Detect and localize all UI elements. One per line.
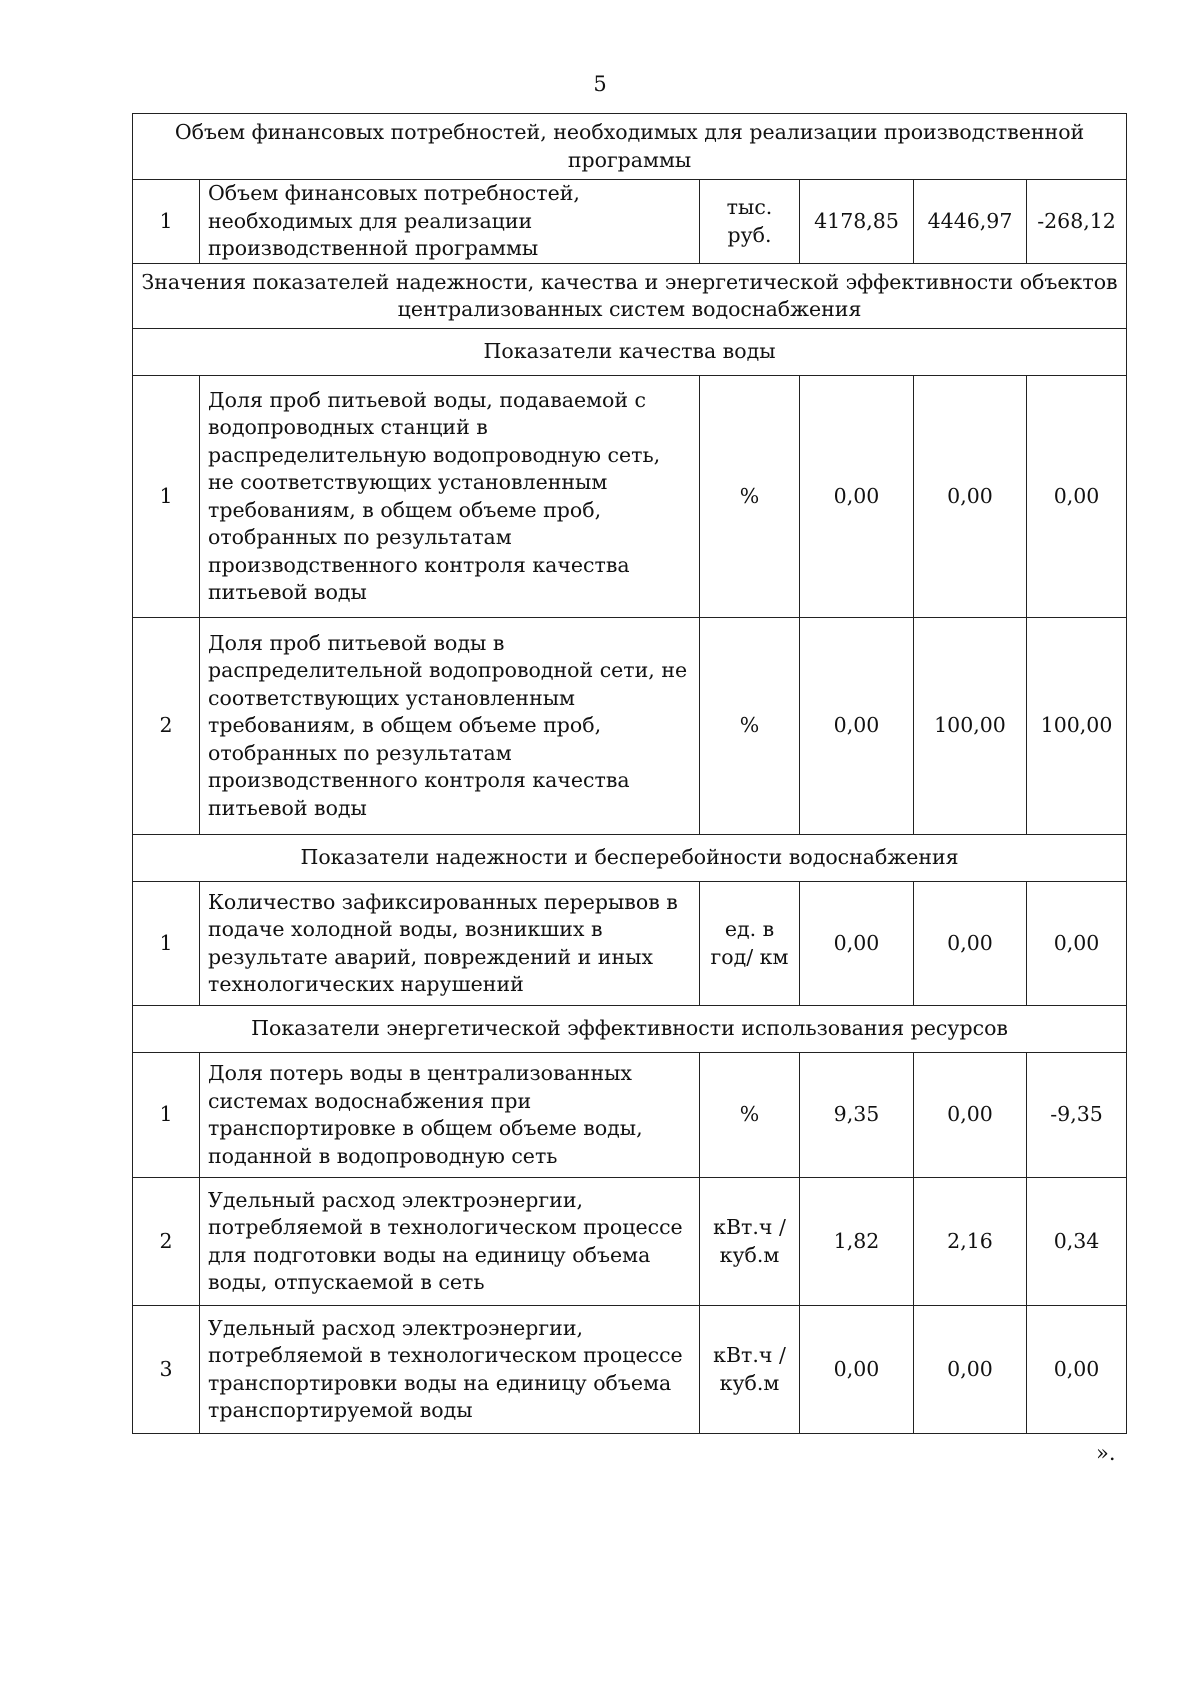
section-header-row: [133, 264, 1127, 329]
value-cell-3: 0,34: [1027, 1178, 1127, 1306]
table-row: [133, 1178, 1127, 1306]
row-number: 1: [133, 376, 200, 618]
value-cell-2: 4446,97: [914, 180, 1027, 264]
indicator-description: Доля проб питьевой воды в распределительной водопроводной сети, не соответствующих установленным требованиям, в общем объеме проб, отобранных по результатам производственного контроля качества питьевой воды: [200, 618, 700, 835]
section-title-indicators: Значения показателей надежности, качества и энергетической эффективности объектов централизованных систем водоснабжения: [133, 264, 1127, 329]
row-number: 3: [133, 1306, 200, 1434]
indicator-description: Количество зафиксированных перерывов в подаче холодной воды, возникших в результате аварий, повреждений и иных технологических нарушений: [200, 882, 700, 1006]
value-cell-2: 0,00: [914, 882, 1027, 1006]
value-cell-3: 0,00: [1027, 882, 1127, 1006]
value-cell-1: 0,00: [800, 376, 914, 618]
indicator-description: Доля проб питьевой воды, подаваемой с водопроводных станций в распределительную водопроводную сеть, не соответствующих установленным требованиям, в общем объеме проб, отобранных по результатам производственного контроля качества питьевой воды: [200, 376, 700, 618]
indicator-description: Объем финансовых потребностей, необходимых для реализации производственной программы: [200, 180, 700, 264]
unit-cell: %: [700, 376, 800, 618]
row-number: 1: [133, 1053, 200, 1178]
value-cell-2: 0,00: [914, 376, 1027, 618]
unit-cell: кВт.ч / куб.м: [700, 1178, 800, 1306]
row-number: 2: [133, 1178, 200, 1306]
section-title-water-quality: Показатели качества воды: [133, 329, 1127, 376]
value-cell-3: 0,00: [1027, 1306, 1127, 1434]
value-cell-1: 9,35: [800, 1053, 914, 1178]
table-row: [133, 180, 1127, 264]
unit-cell: тыс. руб.: [700, 180, 800, 264]
indicator-description: Удельный расход электроэнергии, потребляемой в технологическом процессе транспортировки воды на единицу объема транспортируемой воды: [200, 1306, 700, 1434]
table-row: [133, 376, 1127, 618]
unit-cell: %: [700, 618, 800, 835]
row-number: 2: [133, 618, 200, 835]
value-cell-1: 0,00: [800, 618, 914, 835]
value-cell-2: 0,00: [914, 1053, 1027, 1178]
value-cell-3: 100,00: [1027, 618, 1127, 835]
indicator-description: Удельный расход электроэнергии, потребляемой в технологическом процессе для подготовки воды на единицу объема воды, отпускаемой в сеть: [200, 1178, 700, 1306]
row-number: 1: [133, 882, 200, 1006]
closing-quote-mark: ».: [1096, 1441, 1116, 1465]
section-header-row: [133, 1006, 1127, 1053]
indicators-table: [132, 113, 1127, 1434]
section-title-energy-efficiency: Показатели энергетической эффективности использования ресурсов: [133, 1006, 1127, 1053]
indicator-description: Доля потерь воды в централизованных системах водоснабжения при транспортировке в общем объеме воды, поданной в водопроводную сеть: [200, 1053, 700, 1178]
value-cell-3: -268,12: [1027, 180, 1127, 264]
unit-cell: %: [700, 1053, 800, 1178]
value-cell-2: 100,00: [914, 618, 1027, 835]
table-row: [133, 1306, 1127, 1434]
section-header-row: [133, 835, 1127, 882]
value-cell-3: 0,00: [1027, 376, 1127, 618]
section-header-row: [133, 329, 1127, 376]
value-cell-1: 0,00: [800, 1306, 914, 1434]
section-title-reliability: Показатели надежности и бесперебойности водоснабжения: [133, 835, 1127, 882]
unit-cell: кВт.ч / куб.м: [700, 1306, 800, 1434]
value-cell-2: 2,16: [914, 1178, 1027, 1306]
table-row: [133, 618, 1127, 835]
value-cell-1: 4178,85: [800, 180, 914, 264]
value-cell-3: -9,35: [1027, 1053, 1127, 1178]
value-cell-1: 1,82: [800, 1178, 914, 1306]
table-row: [133, 1053, 1127, 1178]
table-row: [133, 882, 1127, 1006]
page-number: 5: [593, 72, 607, 96]
section-header-row: [133, 114, 1127, 180]
value-cell-1: 0,00: [800, 882, 914, 1006]
value-cell-2: 0,00: [914, 1306, 1027, 1434]
unit-cell: ед. в год/ км: [700, 882, 800, 1006]
section-title-financial: Объем финансовых потребностей, необходимых для реализации производственной программы: [133, 114, 1127, 180]
row-number: 1: [133, 180, 200, 264]
